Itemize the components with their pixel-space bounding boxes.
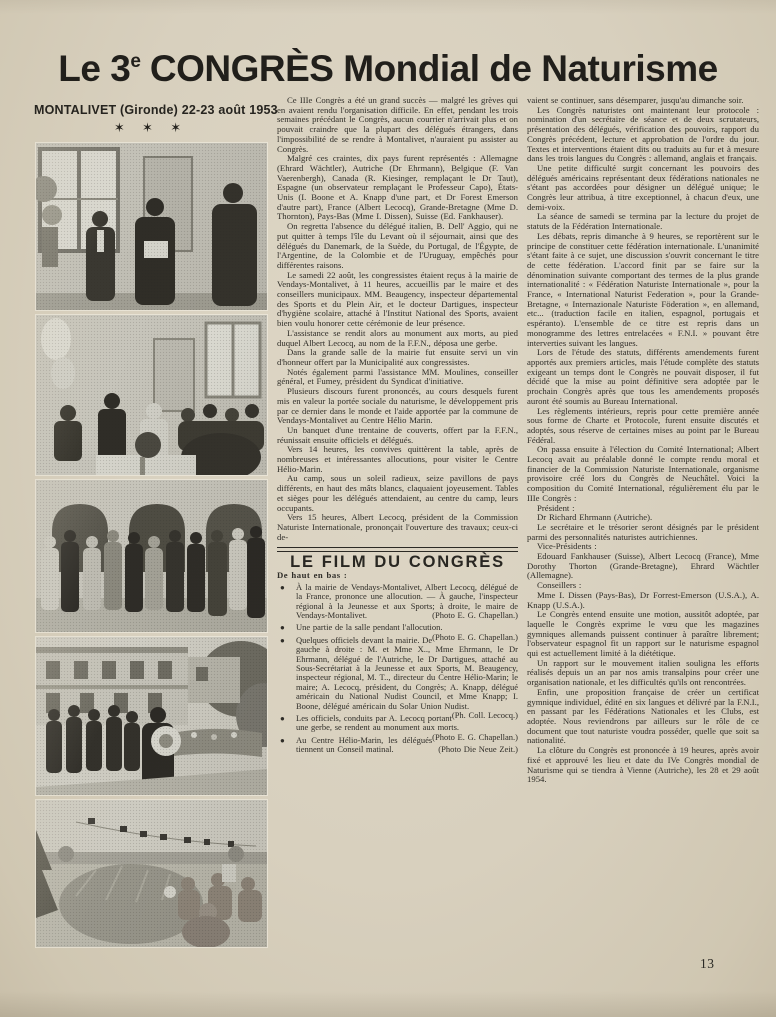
- title-tail: CONGRÈS Mondial de Naturisme: [149, 48, 718, 89]
- paragraph: Conseillers :: [537, 580, 582, 591]
- title-lead: Le 3: [58, 48, 131, 89]
- film-heading: LE FILM DU CONGRÈS: [290, 553, 505, 572]
- paragraph: Un rapport sur le mouvement italien souligna les efforts réalisés depuis un an par nos amis transalpins pour créer une organisation nationale, et les difficultés qu'ils ont rencontrées.: [527, 657, 759, 688]
- paragraph: La clôture du Congrès est prononcée à 19 heures, après avoir fixé et approuvé les lieu et date du IVe Congrès mondial de Naturisme qui se tiendra à Vienne (Autriche), les 28 et 29 août 1954.: [527, 745, 759, 785]
- article-title: [0, 48, 776, 90]
- article-column-middle: [277, 96, 518, 758]
- film-caption: ● Quelques officiels devant la mairie. De gauche à droite : M. et Mme X.., Mme Ehrmann, le Dr Ehrmann, délégué de l'Autriche, le Dr Dartigues, attaché au Sous-Secrétariat à la Jeunesse et aux Sports, M. Beaugency, inspecteur régional, M. T.., directeur du Centre Hélio-Marin; le maire; A. Lecocq, président, du Congrès; A. Knapp, délégué américain du National Nudist Council, et Mme Knapp; I. Boone, délégué américain du Solar Union Nudist. (Ph. Coll. Lecocq.): [280, 634, 518, 721]
- photo-officiels-devant-mairie: [36, 480, 267, 632]
- paragraph: Vers 15 heures, Albert Lecocq, président de la Commission Naturiste Internationale, prononçait l'ouverture des travaux; ceux-ci de-: [277, 512, 518, 542]
- paragraph: Vers 14 heures, les convives quittèrent la table, après de nombreuses et intéressantes allocutions, pour visiter le Centre Hélio-Marin.: [277, 444, 518, 474]
- bullet-icon: ●: [280, 714, 285, 724]
- paragraph: Edouard Fankhauser (Suisse), Albert Lecocq (France), Mme Dorothy Thorton (Grande-Bretagne), Ehrard Wächtler (Allemagne).: [527, 551, 759, 581]
- stars-ornament: ✶ ✶ ✶: [113, 120, 189, 135]
- paragraph: Dans la grande salle de la mairie fut ensuite servi un vin d'honneur offert par la Municipalité aux congressistes.: [277, 347, 518, 367]
- film-section: [277, 547, 518, 754]
- page-number: 13: [700, 956, 715, 971]
- film-caption: ● Une partie de la salle pendant l'allocution. (Photo E. G. Chapellan.): [280, 622, 518, 642]
- paragraph: Le Congrès entend ensuite une motion, aussitôt adoptée, par laquelle le Congrès exprime le vœu que les magazines gymniques allemands puissent continuer à paraître librement; l'observateur espagnol fit un rapport sur le naturisme espagnol qui est actuellement limité à la diététique.: [527, 609, 759, 659]
- dateline: MONTALIVET (Gironde) 22-23 août 1953: [34, 103, 278, 117]
- photo-salle-allocution: [36, 315, 267, 475]
- photo-mairie-allocution: [36, 143, 267, 310]
- bullet-icon: ●: [280, 582, 285, 592]
- photo-credit: (Ph. Coll. Lecocq.): [451, 710, 518, 721]
- section-divider-rule: [277, 547, 518, 552]
- paragraph: Président :: [537, 502, 575, 513]
- paragraph: La séance de samedi se termina par la lecture du projet de statuts de la Fédération Internationale.: [527, 211, 759, 232]
- paragraph: Dr Richard Ehrmann (Autriche).: [537, 512, 653, 523]
- film-caption: ● Au Centre Hélio-Marin, les délégués tiennent un Conseil matinal. (Photo Die Neue Zeit.): [280, 734, 518, 755]
- paragraph: Une petite difficulté surgit concernant les pouvoirs des délégués américains représentant deux fédérations nationales ne s'étant pas accordées pour désigner un délégué unique; le Congrès leur attribua, à titre exceptionnel, à chacun d'eux, une demi-voix.: [527, 162, 759, 212]
- paragraph: Plusieurs discours furent prononcés, au cours desquels furent mis en valeur la portée sociale du naturisme, le développement pris par ce dernier dans le monde et l'aide apportée par la commune de Vendays-Montalivet au Centre Hélio Marin.: [277, 386, 518, 426]
- paragraph: Ce IIIe Congrès a été un grand succès — malgré les grèves qui en avaient rendu l'organisation difficile. En effet, pendant les trois semaines précédant le Congrès, aucun courrier n'arrivait plus et on pouvait craindre que la plupart des délégués étrangers, dans l'impossibilité de se rendre à Montalivet, n'auraient pu assister au Congrès.: [277, 95, 518, 154]
- photo-conseil-matinal-helio-marin: [36, 800, 267, 947]
- paragraph: Vice-Présidents :: [537, 541, 597, 552]
- article-column-right: [527, 96, 759, 785]
- bullet-icon: ●: [280, 635, 285, 645]
- paragraph: L'assistance se rendit alors au monument aux morts, au pied duquel Albert Lecocq, au nom de la F.F.N., déposa une gerbe.: [277, 327, 518, 348]
- paragraph: Les Congrès naturistes ont maintenant leur protocole : nomination d'un secrétaire de séance et de deux scrutateurs, présentation des délégués, vérification des pouvoirs, rapport du Congrès précédent, lecture et approbation de l'ordre du jour. Textes et interventions étaient dits ou traduits au fur et à mesure dans les trois langues du Congrès : allemand, anglais et français.: [527, 104, 759, 164]
- paragraph: Les règlements intérieurs, repris pour cette première année sous forme de Charte et Protocole, furent ensuite discutés et adoptés, sous réserve de certaines mises au point par le Bureau Fédéral.: [527, 405, 759, 445]
- film-caption-list: [277, 583, 518, 755]
- film-caption: ● Les officiels, conduits par A. Lecocq portant une gerbe, se rendent au monument aux morts. (Photo E. G. Chapellan.): [280, 713, 518, 742]
- film-caption: ● À la mairie de Vendays-Montalivet, Albert Lecocq, délégué de la France, prononce une allocution. — À gauche, l'inspecteur régional à la Jeunesse et aux Sports; à droite, le maire de Vendays-Montalivet. (Photo E. G. Chapellan.): [280, 581, 518, 620]
- body-paragraphs: [527, 96, 759, 785]
- film-intro: De haut en bas :: [277, 570, 348, 581]
- paragraph: Malgré ces craintes, dix pays furent représentés : Allemagne (Ehrard Wächtler), Autriche (Dr Ehrmann), Belgique (F. Van Vaerenbergh), Canada (R. Kiesinger, remplaçant le Dr Taut), Espagne (un observateur remplaçant le Professeur Capo), États-Unis (I. Boone et A. Knapp d'une part, et Dr Forest Emerson d'autre part), France (Albert Lecocq), Grande-Bretagne (Mme D. Thornton), Pays-Bas (Mme I. Dissen), Suisse (Ed. Fankhauser).: [277, 153, 518, 222]
- bullet-icon: ●: [280, 623, 285, 633]
- paragraph: vaient se continuer, sans désemparer, jusqu'au dimanche soir.: [527, 95, 744, 105]
- paragraph: On passa ensuite à l'élection du Comité International; Albert Lecocq avait au préalable donné le compte rendu moral et financier de la Commission Naturiste Internationale, organisme provisoire créé lors du Congrès de Neuchâtel. Voici la composition du Comité International, régulièrement élu par le IIIe Congrès :: [527, 444, 759, 503]
- paragraph: Mme I. Dissen (Pays-Bas), Dr Forrest-Emerson (U.S.A.), A. Knapp (U.S.A.).: [527, 589, 759, 610]
- photo-credit: (Photo E. G. Chapellan.): [432, 731, 518, 742]
- bullet-icon: ●: [280, 735, 285, 745]
- title-ordinal: e: [130, 51, 141, 72]
- body-paragraphs: [277, 96, 518, 542]
- paragraph: Enfin, une proposition française de créer un certificat gymnique individuel, édité en six langues et délivré par la F.N.I., en passant par les Fédérations Nationales et les Clubs, est adoptée. Nous reviendrons par ailleurs sur le rôle de ce document que tout naturiste voudra posséder, quelle que soit sa nationalité.: [527, 686, 759, 746]
- paragraph: Un banquet d'une trentaine de couverts, offert par la F.F.N., réunissait ensuite officiels et délégués.: [277, 424, 518, 445]
- paragraph: Le secrétaire et le trésorier seront désignés par le président parmi des personnalités naturistes autrichiennes.: [527, 521, 759, 542]
- paragraph: Lors de l'étude des statuts, différents amendements furent apportés aux premiers articles, mais l'étude complète des statuts exigeant un temps dont le Congrès ne pouvait disposer, il fut décidé que la mise au point définitive sera adoptée par le prochain Congrès après que tous les amendements proposés auront été soumis au Bureau International.: [527, 347, 759, 406]
- photo-credit: (Photo Die Neue Zeit.): [438, 744, 518, 755]
- paragraph: Les débats, repris dimanche à 9 heures, se reportèrent sur le principe de constituer cette fédération internationale. L'unanimité s'étant faite à ce sujet, une discussion s'ouvrit concernant le titre de cette fédération. L'accord finit par se faire sur la dénomination suivante comportant des termes de la plus grande internationalité : « Fédération Naturiste Internationale », pour la France, « International Naturist Federation », pour la Grande-Bretagne, « Internazionale Naturiste Föderation », en allemand, etc... (traduction facile en italien, espagnol, portugais et espéranto). L'ensemble de ce titre est repris dans un monogramme des lettres entrelacées « F.N.I. » pouvant être interverties suivant les langues.: [527, 230, 759, 348]
- paragraph: Notés également parmi l'assistance MM. Moulines, conseiller général, et Fumey, président du Syndicat d'initiative.: [277, 366, 518, 387]
- paragraph: Au camp, sous un soleil radieux, seize pavillons de pays différents, en haut des mâts blancs, claquaient joyeusement. Tables et sièges pour les délégués attendaient, au centre du camp, leurs occupants.: [277, 473, 518, 513]
- paragraph: On regretta l'absence du délégué italien, B. Dell' Aggio, qui ne put quitter à temps l'île du Levant où il séjournait, ainsi que des délégués du Danemark, de la Suède, du Portugal, de l'Égypte, de l'Argentine, de la Colombie et de l'Uruguay, empêchés pour différentes raisons.: [277, 221, 518, 270]
- paragraph: Le samedi 22 août, les congressistes étaient reçus à la mairie de Vendays-Montalivet, à 11 heures, accueillis par le maire et des conseillers municipaux. MM. Beaugency, inspecteur départemental des Sports et du Plein Air, et le docteur Dartigues, inspecteur d'hygiène scolaire, attaché à l'Institut National des Sports, avaient bien voulu honorer cette cérémonie de leur présence.: [277, 269, 518, 329]
- photo-credit: (Photo E. G. Chapellan.): [432, 609, 518, 620]
- photo-cortege-monument-aux-morts: [36, 637, 267, 795]
- photo-credit: (Photo E. G. Chapellan.): [432, 631, 518, 642]
